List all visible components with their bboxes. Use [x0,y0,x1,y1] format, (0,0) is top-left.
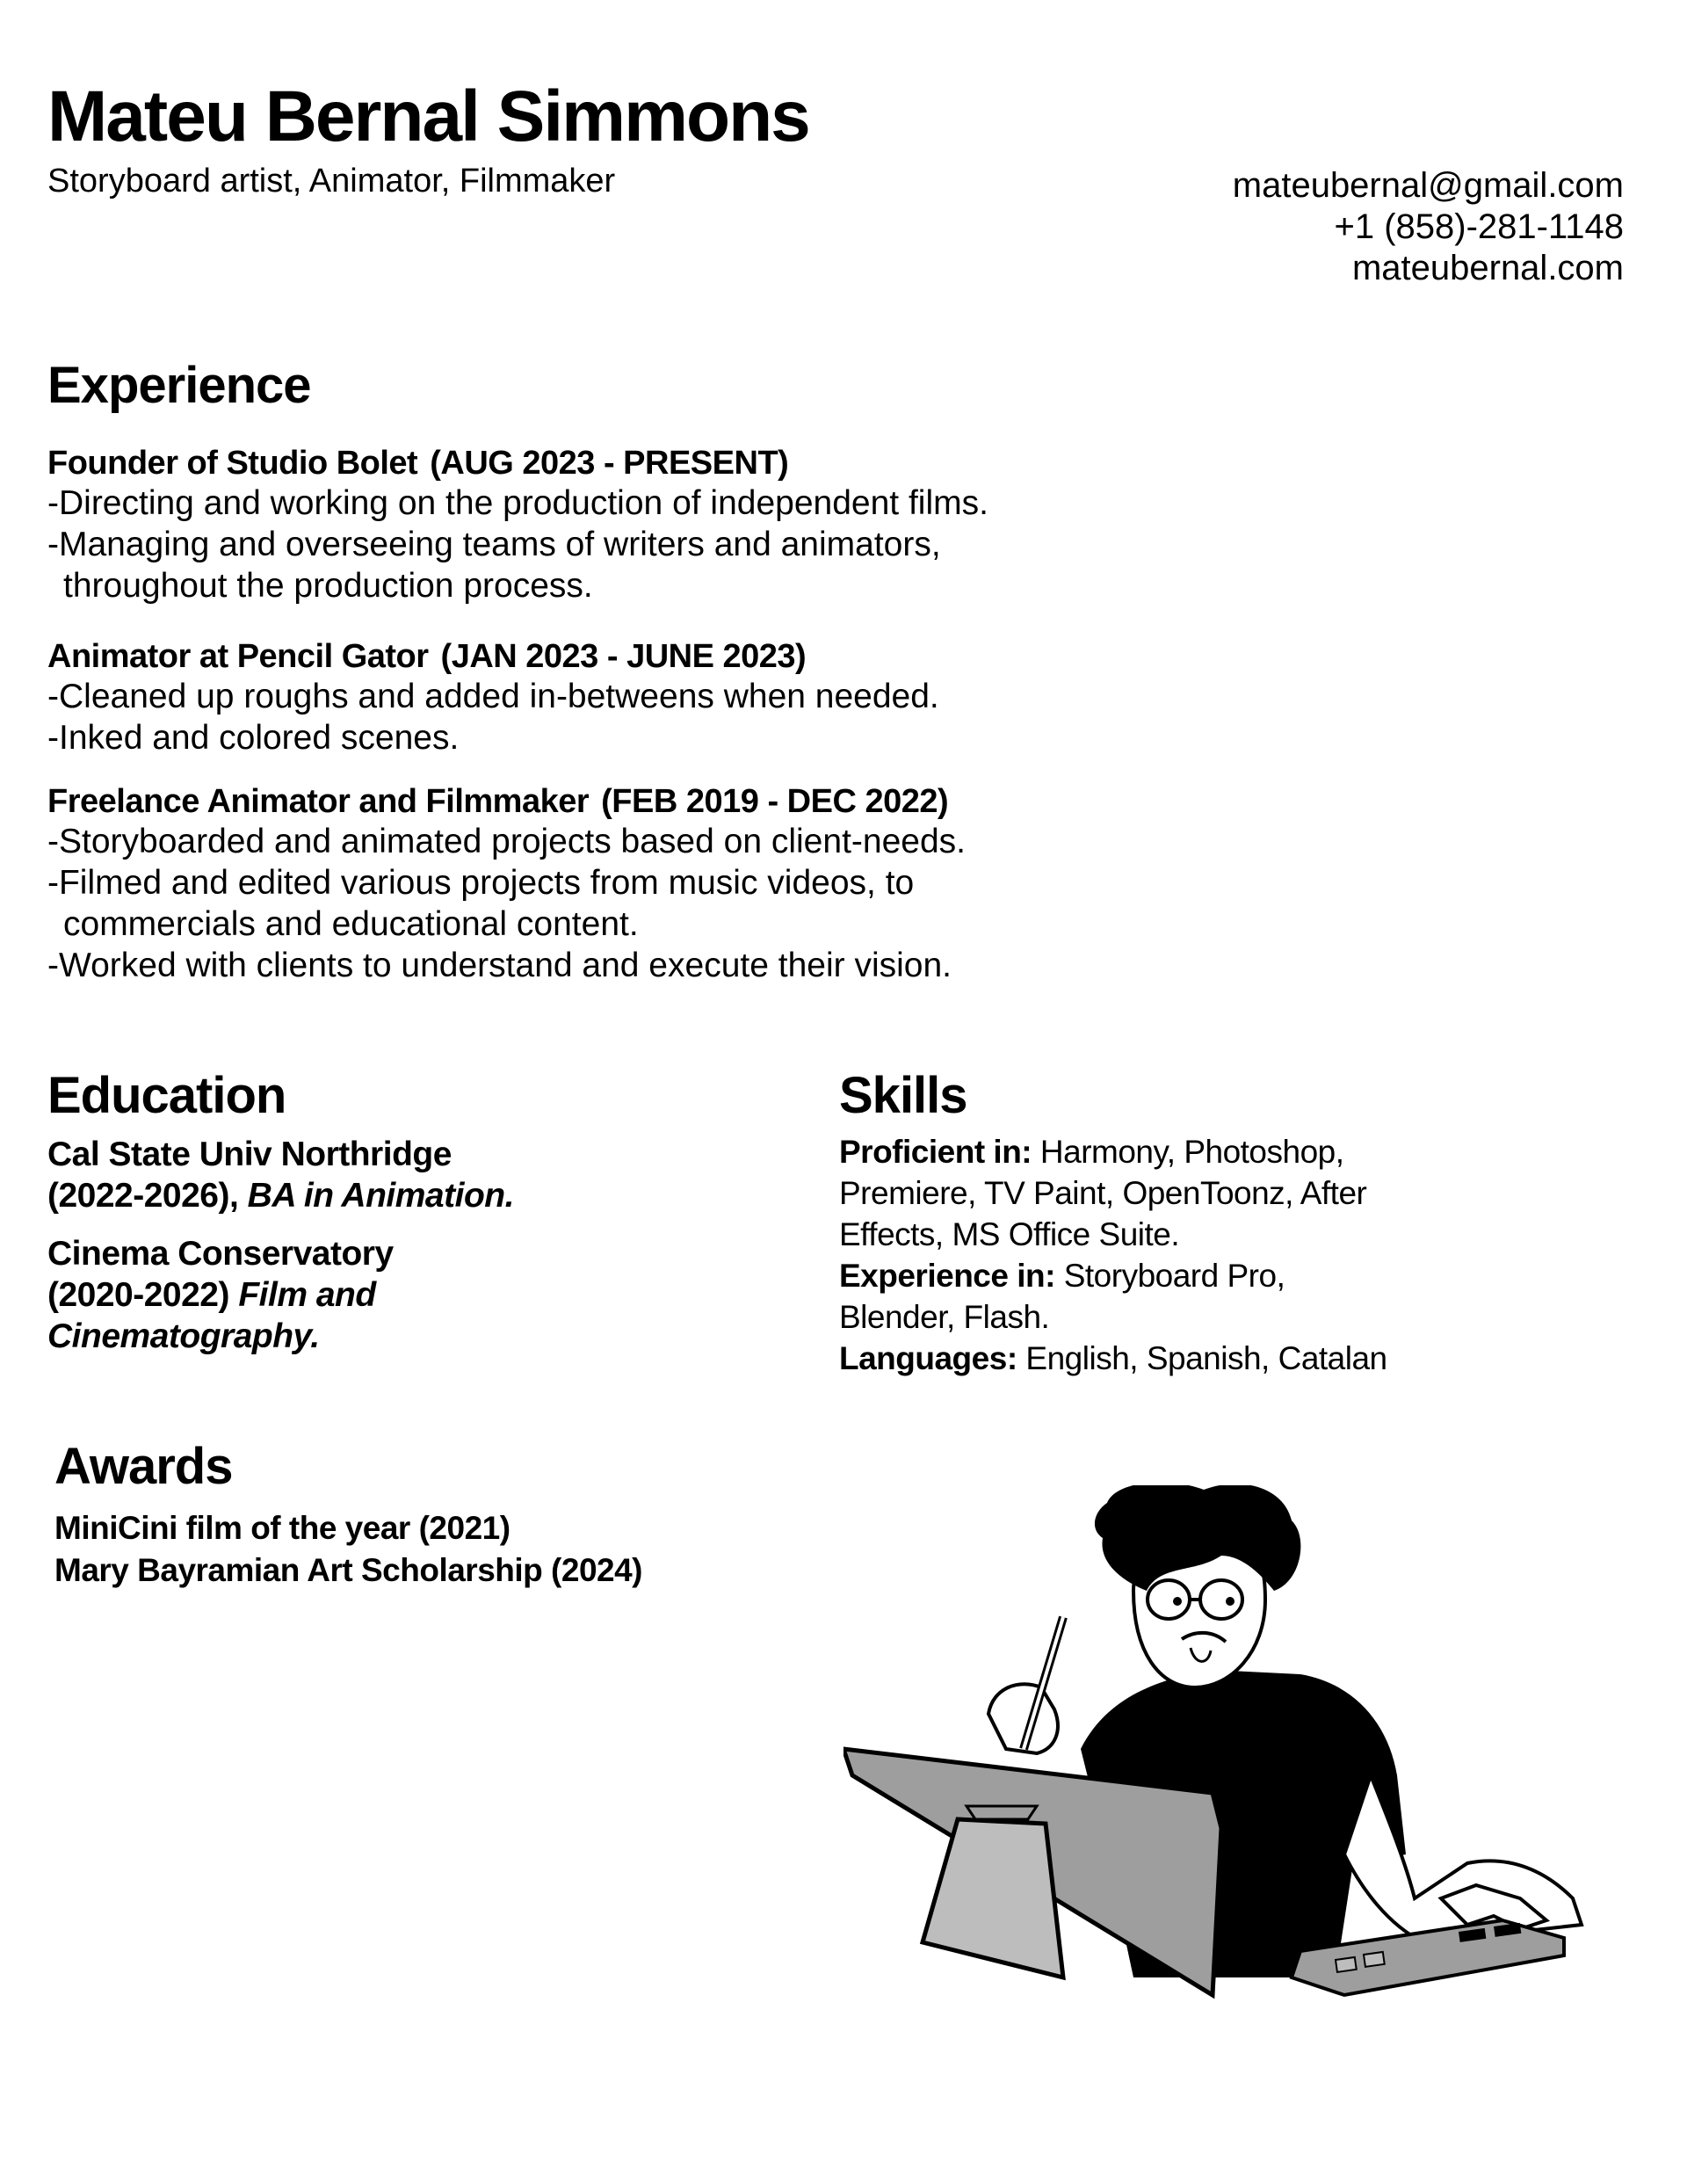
awards-heading: Awards [54,1438,233,1495]
job-bullet: -Managing and overseeing teams of writers and animators, throughout the production process. [47,526,941,605]
job-entry [47,637,1541,758]
job-title: Founder of Studio Bolet [47,445,418,482]
drawing-tablet [844,1749,1221,1995]
job-title: Animator at Pencil Gator [47,638,429,675]
job-bullet: -Filmed and edited various projects from music videos, to commercials and educational content. [47,864,915,943]
education-school: Cinema Conservatory [47,1235,394,1273]
contact-phone: +1 (858)-281-1148 [1334,207,1624,246]
education-school: Cal State Univ Northridge [47,1136,452,1173]
contact-website: mateubernal.com [1351,249,1624,287]
job-bullets [47,821,1541,986]
job-dates: (FEB 2019 - DEC 2022) [601,783,949,820]
job-bullet: -Worked with clients to understand and execute their vision. [47,947,952,984]
education-entry [47,1233,522,1357]
head [1095,1485,1300,1687]
skills-proficient-label: Proficient in: [839,1134,1032,1170]
education-years: (2020-2022) [47,1276,229,1314]
education-detail-line [47,1175,514,1216]
education-degree: BA in Animation. [247,1177,514,1215]
experience-heading: Experience [47,357,311,414]
award-item: Mary Bayramian Art Scholarship (2024) [54,1552,642,1588]
job-dates: (JAN 2023 - JUNE 2023) [440,638,807,675]
skills-languages-value: English, Spanish, Catalan [1025,1340,1387,1376]
job-bullet: -Directing and working on the production of independent films. [47,484,988,522]
skills-experience-label: Experience in: [839,1258,1055,1294]
awards-list [54,1507,642,1592]
education-entry [47,1134,514,1216]
skills-experience-value: Storyboard Pro, Blender, Flash. [839,1258,1285,1335]
job-title-line [47,637,1541,676]
job-dates: (AUG 2023 - PRESENT) [430,445,789,482]
artist-illustration-icon [844,1485,1599,2021]
resume-name: Mateu Bernal Simmons [47,76,809,156]
contact-email: mateubernal@gmail.com [1232,166,1624,205]
skills-proficient-value: Harmony, Photoshop, Premiere, TV Paint, OpenToonz, After Effects, MS Office Suite. [839,1134,1367,1252]
job-entry [47,782,1541,986]
education-detail-line [47,1274,522,1357]
job-bullet: -Cleaned up roughs and added in-betweens when needed. [47,678,939,715]
skills-body [839,1131,1542,1379]
award-item: MiniCini film of the year (2021) [54,1510,510,1546]
education-years: (2022-2026), [47,1177,239,1215]
left-hand-with-pen [988,1617,1063,1753]
resume-subtitle: Storyboard artist, Animator, Filmmaker [47,163,616,200]
skills-heading: Skills [839,1067,967,1124]
job-entry [47,444,1541,606]
job-title-line [47,444,1541,483]
skills-experience [839,1255,1401,1338]
job-bullets [47,676,1541,758]
job-bullets [47,483,1541,606]
education-heading: Education [47,1067,286,1124]
contact-block [1233,165,1624,289]
job-title: Freelance Animator and Filmmaker [47,783,590,820]
right-arm [1344,1775,1582,1942]
education-degree: Film and Cinematography. [47,1276,376,1355]
job-title-line [47,782,1541,821]
job-bullet: -Storyboarded and animated projects based on client-needs. [47,823,966,860]
skills-languages [839,1338,1542,1379]
skills-proficient [839,1131,1472,1255]
skills-languages-label: Languages: [839,1340,1017,1376]
job-bullet: -Inked and colored scenes. [47,719,460,757]
